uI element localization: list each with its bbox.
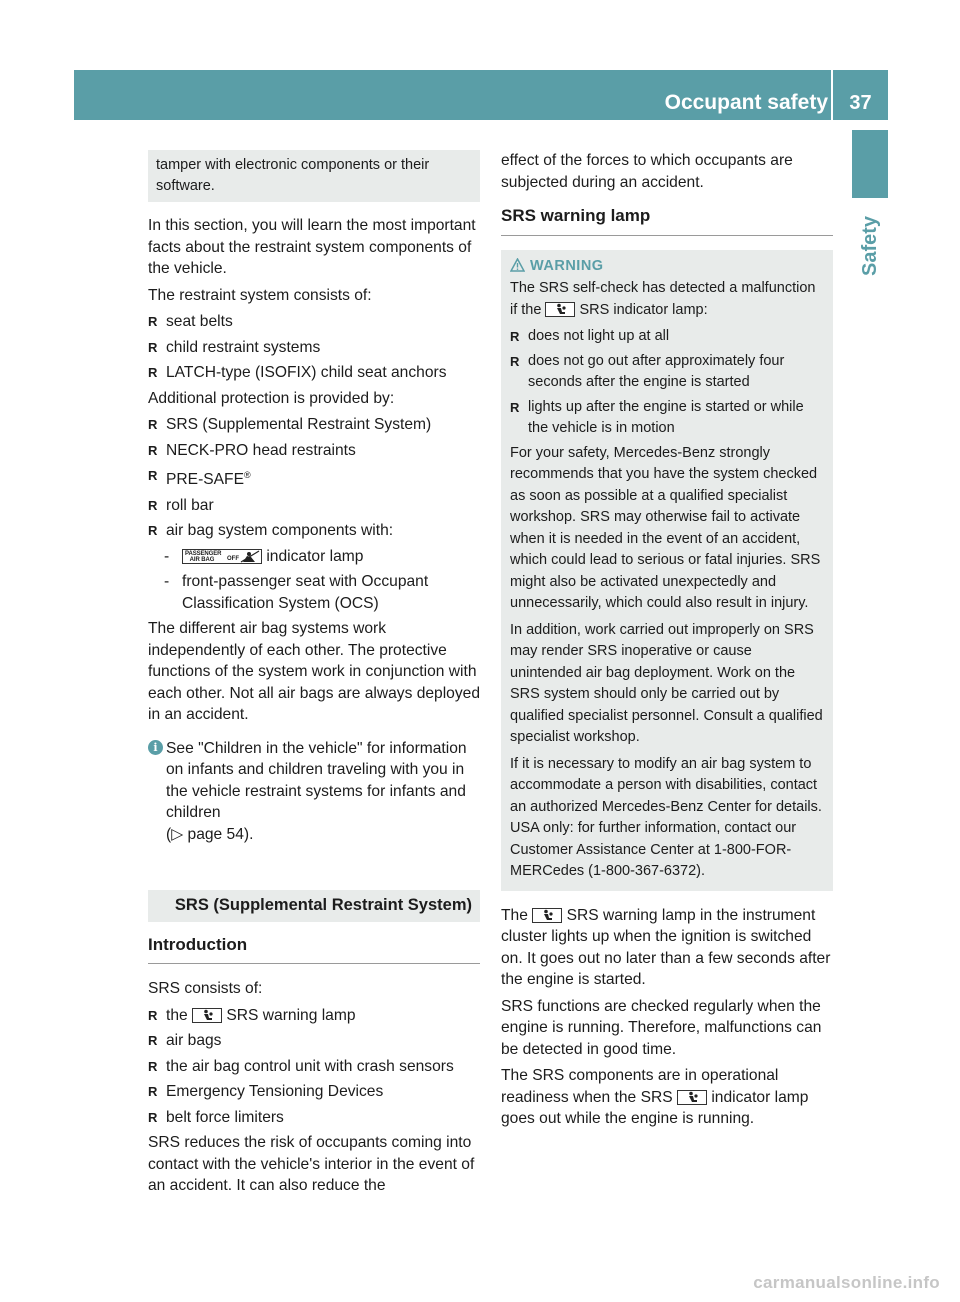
list-item: R the SRS warning lamp (148, 1006, 356, 1024)
page-title: Occupant safety (664, 91, 828, 114)
list-item: R child restraint systems (148, 338, 321, 356)
srs-reduces-paragraph: SRS reduces the risk of occupants coming into contact with the vehicle's interior in the event of an accident. It can also reduce the (148, 1134, 475, 1195)
page-number: 37 (849, 92, 872, 114)
list-item: R seat belts (148, 313, 233, 330)
lamp-paragraph: The SRS warning lamp in the instrument cluster lights up when the ignition is switched on. It goes out no later than a few seconds after the engine is started. (501, 906, 831, 988)
warning-lamp-heading: SRS warning lamp (501, 205, 833, 236)
readiness-paragraph: The SRS components are in operational readiness when the SRS indicator lamp goes out while the engine is running. (501, 1067, 809, 1127)
section-heading-srs: SRS (Supplemental Restraint System) (148, 890, 480, 922)
functions-paragraph: SRS functions are checked regularly when the engine is running. Therefore, malfunctions can be detected in good time. (501, 997, 822, 1058)
srs-indicator-lamp-icon (677, 1090, 707, 1105)
intro-paragraph: In this section, you will learn the most important facts about the restraint system components of the vehicle. (148, 217, 476, 277)
warning-triangle-icon (510, 258, 525, 272)
additional-heading: Additional protection is provided by: (148, 389, 395, 407)
warning-list (510, 326, 825, 440)
registered-mark: ® (243, 470, 251, 480)
srs-consists: SRS consists of: (148, 980, 263, 998)
info-icon: i (148, 740, 163, 755)
srs-warning-lamp-icon (532, 908, 562, 923)
passenger-airbag-off-icon: PASSENGER AIR BAG OFF (182, 549, 262, 564)
list-item: R NECK-PRO head restraints (148, 441, 356, 459)
list-item: R air bag system components with: (148, 522, 394, 540)
list-item: R the air bag control unit with crash sensors (148, 1057, 454, 1075)
page-reference[interactable]: (▷ page 54). (166, 825, 254, 843)
airbag-sub-list (148, 546, 480, 615)
side-tab (852, 130, 888, 198)
introduction-heading: Introduction (148, 934, 480, 965)
list-item: R does not go out after approximately four seconds after the engine is started (510, 352, 785, 390)
sub-list-item: - front-passenger seat with Occupant Classification System (OCS) (164, 573, 429, 612)
list-item: R belt force limiters (148, 1108, 284, 1126)
note-text: tamper with electronic components or their software. (156, 157, 430, 194)
srs-indicator-lamp-icon (545, 302, 575, 317)
warning-box (501, 250, 833, 891)
side-section-label: Safety (859, 215, 881, 277)
warning-intro: The SRS self-check has detected a malfunction if the SRS indicator lamp: (510, 280, 816, 318)
info-note (148, 738, 480, 846)
warning-title: WARNING (510, 256, 825, 278)
list-item: R PRE-SAFE® (148, 468, 251, 489)
restraint-list (148, 311, 480, 384)
watermark: carmanualsonline.info (753, 1273, 940, 1292)
list-item: R SRS (Supplemental Restraint System) (148, 416, 432, 433)
info-text: See "Children in the vehicle" for information on infants and children traveling with you in the vehicle restraint systems for infants and children (166, 739, 467, 822)
list-item: R LATCH-type (ISOFIX) child seat anchors (148, 364, 447, 381)
list-item: R Emergency Tensioning Devices (148, 1083, 384, 1101)
list-item: R lights up after the engine is started or while the vehicle is in motion (510, 398, 804, 436)
srs-warning-lamp-icon (192, 1008, 222, 1023)
note-box (148, 150, 480, 202)
list-item: R air bags (148, 1032, 222, 1050)
left-column (148, 150, 480, 1202)
list-item: R does not light up at all (510, 328, 670, 344)
list-item: R roll bar (148, 496, 214, 514)
warning-paragraph-1: For your safety, Mercedes-Benz strongly recommends that you have the system checked as soon as possible at a qualified specialist workshop. SRS may otherwise fail to activate when it is needed in the event of an accident, which could lead to serious or fatal injuries. SRS might also be activated unexpectedly and unnecessarily, which could also result in injury. (510, 444, 821, 611)
srs-list (148, 1005, 480, 1129)
warning-paragraph-3: If it is necessary to modify an air bag system to accommodate a person with disabilities, contact an authorized Mercedes-Benz Center for details. USA only: for further information, contact our Customer Assistance Center at 1-800-FOR-MERCedes (1-800-367-6372). (510, 755, 822, 879)
additional-list (148, 414, 480, 542)
sub-list-item: - PASSENGER AIR BAG OFF indicator lamp (164, 547, 364, 565)
different-paragraph: The different air bag systems work independently of each other. The protective functions of the system work in conjunction with each other. Not all air bags are always deployed in an accident. (148, 620, 480, 724)
effect-paragraph: effect of the forces to which occupants are subjected during an accident. (501, 152, 793, 191)
right-column (501, 150, 833, 1135)
warning-paragraph-2: In addition, work carried out improperly on SRS may render SRS inoperative or cause unintended air bag deployment. Work on the SRS system should only be carried out by qualified specialist personnel. Consult a qualified specialist workshop. (510, 621, 823, 745)
consists-heading: The restraint system consists of: (148, 286, 372, 304)
